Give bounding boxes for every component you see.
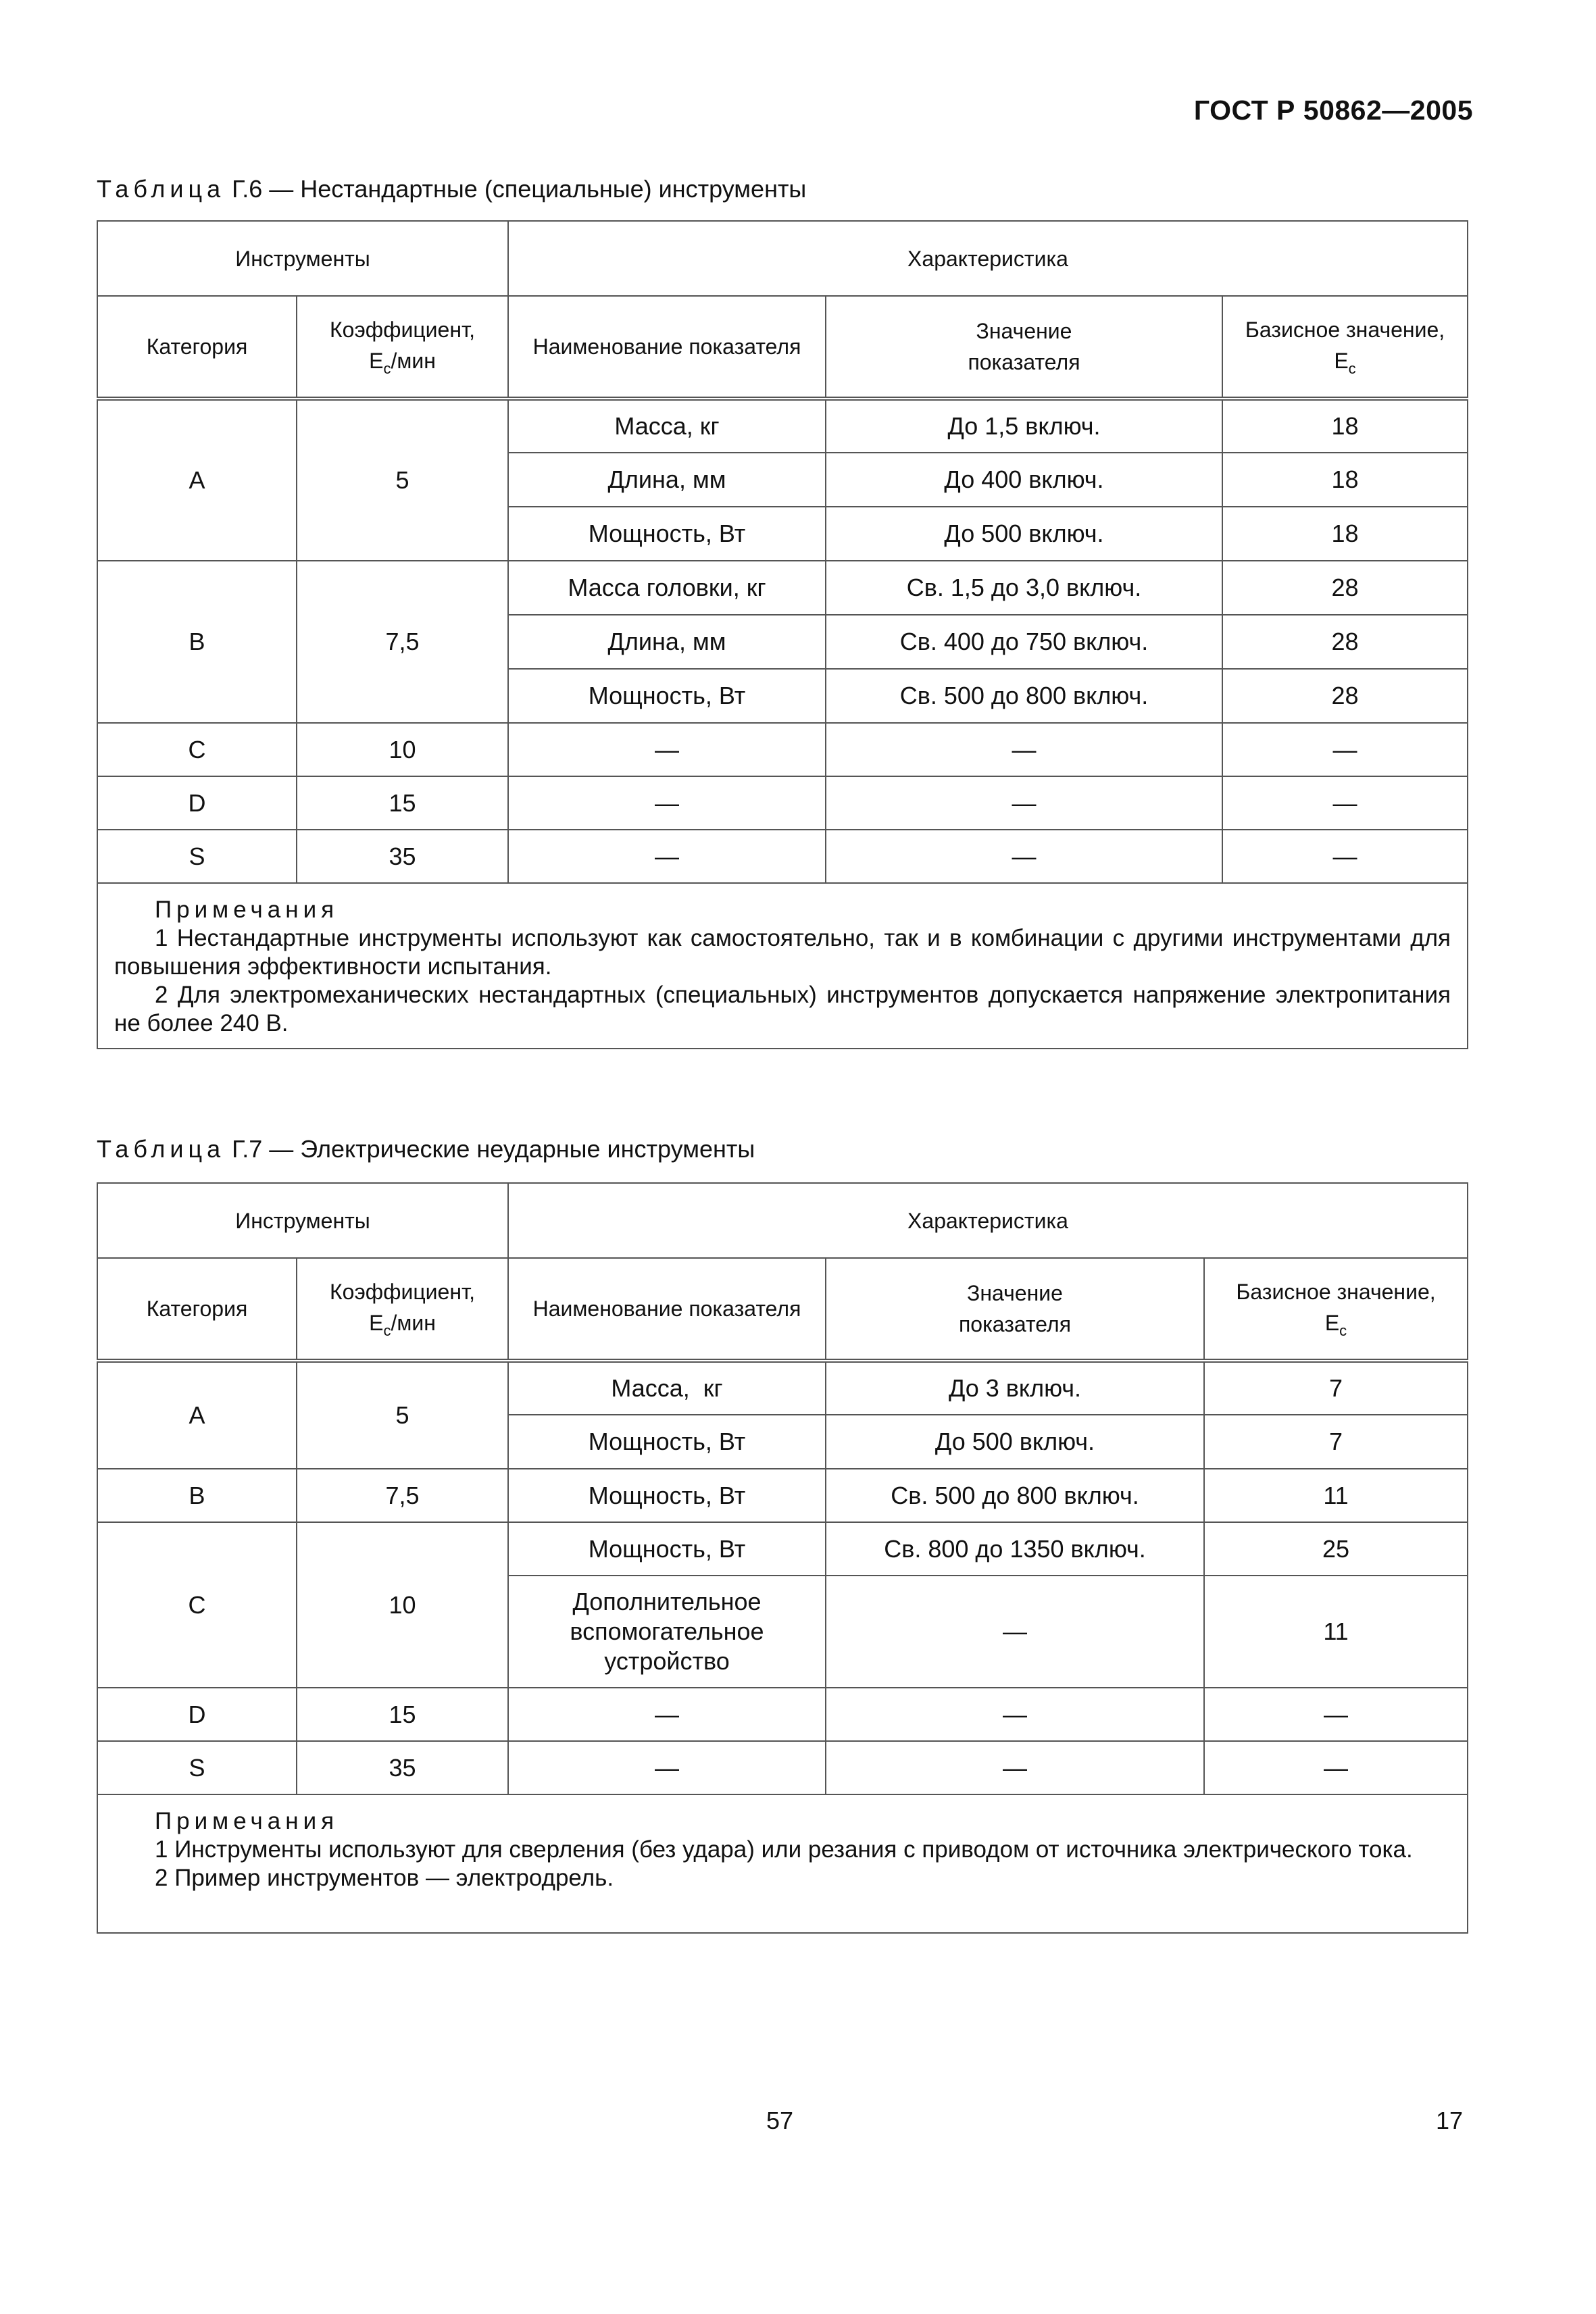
table-6-notes — [97, 883, 1468, 1049]
value-label-1: Значение — [976, 319, 1072, 343]
coef-unit: /мин — [391, 349, 436, 373]
table-subheader-row — [97, 296, 1468, 399]
base-value-cell: 18 — [1222, 507, 1468, 561]
base-value-cell: 7 — [1204, 1415, 1468, 1469]
indicator-name-cell: — — [508, 1741, 826, 1794]
indicator-value-cell: — — [826, 1741, 1204, 1794]
indicator-name-cell: Мощность, Вт — [508, 507, 826, 561]
base-value-cell: 11 — [1204, 1576, 1468, 1688]
indicator-name-cell: — — [508, 776, 826, 830]
coef-label: Коэффициент, — [330, 1280, 475, 1304]
coefficient-cell: 5 — [297, 399, 508, 561]
category-cell: A — [97, 1361, 297, 1469]
table-row — [97, 1741, 1468, 1794]
indicator-name-cell: Длина, мм — [508, 615, 826, 669]
indicator-value-cell: Св. 500 до 800 включ. — [826, 669, 1222, 723]
indicator-name-cell: Мощность, Вт — [508, 1522, 826, 1576]
category-cell: D — [97, 776, 297, 830]
caption-text: Г.6 — Нестандартные (специальные) инструменты — [225, 175, 807, 203]
base-value-cell: 7 — [1204, 1361, 1468, 1415]
table-row — [97, 561, 1468, 615]
coef-unit: /мин — [391, 1311, 436, 1335]
indicator-name-cell: Масса, кг — [508, 1361, 826, 1415]
base-label: Базисное значение, — [1236, 1280, 1436, 1304]
value-label-2: показателя — [968, 350, 1080, 374]
note-item: 1 Нестандартные инструменты используют как самостоятельно, так и в комбинации с другими инструментами для повышения эффективности испытания. — [114, 925, 1451, 980]
indicator-value-cell: — — [826, 723, 1222, 776]
coefficient-cell: 7,5 — [297, 561, 508, 723]
indicator-name-cell: Мощность, Вт — [508, 1415, 826, 1469]
header-coefficient — [297, 1258, 508, 1361]
table-row — [97, 1469, 1468, 1522]
header-indicator-value — [826, 296, 1222, 399]
table-header-row — [97, 221, 1468, 296]
table-row — [97, 776, 1468, 830]
coef-sub: с — [383, 360, 391, 377]
indicator-name-cell: Мощность, Вт — [508, 669, 826, 723]
header-indicator-value — [826, 1258, 1204, 1361]
indicator-name-cell: Мощность, Вт — [508, 1469, 826, 1522]
indicator-value-cell: — — [826, 830, 1222, 883]
coefficient-cell: 15 — [297, 1688, 508, 1741]
base-value-cell: — — [1204, 1741, 1468, 1794]
coef-sub: с — [383, 1322, 391, 1339]
header-characteristic: Характеристика — [508, 221, 1468, 296]
table-7-caption — [97, 1135, 755, 1163]
indicator-value-cell: Св. 400 до 750 включ. — [826, 615, 1222, 669]
table-row — [97, 1361, 1468, 1415]
name-line-1: Дополнительное — [572, 1588, 762, 1615]
table-7-notes — [97, 1794, 1468, 1933]
coefficient-cell: 10 — [297, 1522, 508, 1688]
header-category: Категория — [97, 1258, 297, 1361]
table-6 — [97, 220, 1468, 1049]
header-tools: Инструменты — [97, 221, 508, 296]
notes-row — [97, 883, 1468, 1049]
indicator-value-cell: До 400 включ. — [826, 453, 1222, 507]
indicator-value-cell: Св. 800 до 1350 включ. — [826, 1522, 1204, 1576]
coefficient-cell: 10 — [297, 723, 508, 776]
base-value-cell: 25 — [1204, 1522, 1468, 1576]
indicator-value-cell: Св. 1,5 до 3,0 включ. — [826, 561, 1222, 615]
value-label-1: Значение — [967, 1281, 1063, 1305]
base-value-cell: 28 — [1222, 669, 1468, 723]
table-row — [97, 723, 1468, 776]
coef-e: E — [369, 349, 384, 373]
table-row — [97, 830, 1468, 883]
header-tools: Инструменты — [97, 1183, 508, 1258]
category-cell: B — [97, 561, 297, 723]
page-number-center: 57 — [766, 2107, 794, 2134]
indicator-name-cell: Масса, кг — [508, 399, 826, 453]
header-base-value — [1222, 296, 1468, 399]
table-6-caption — [97, 175, 806, 203]
indicator-name-cell: — — [508, 830, 826, 883]
indicator-value-cell: До 500 включ. — [826, 507, 1222, 561]
category-cell: C — [97, 723, 297, 776]
indicator-value-cell: — — [826, 1576, 1204, 1688]
header-indicator-name: Наименование показателя — [508, 1258, 826, 1361]
header-coefficient — [297, 296, 508, 399]
coefficient-cell: 35 — [297, 830, 508, 883]
coefficient-cell: 5 — [297, 1361, 508, 1469]
coefficient-cell: 35 — [297, 1741, 508, 1794]
category-cell: B — [97, 1469, 297, 1522]
table-row — [97, 1688, 1468, 1741]
base-value-cell: — — [1222, 723, 1468, 776]
coefficient-cell: 15 — [297, 776, 508, 830]
indicator-value-cell: — — [826, 1688, 1204, 1741]
base-value-cell: 28 — [1222, 561, 1468, 615]
table-7 — [97, 1182, 1468, 1934]
caption-text: Г.7 — Электрические неударные инструменты — [225, 1135, 755, 1163]
indicator-name-cell: — — [508, 1688, 826, 1741]
notes-title: Примечания — [155, 1808, 339, 1834]
base-e: E — [1324, 1311, 1340, 1335]
base-value-cell: — — [1222, 776, 1468, 830]
base-value-cell: — — [1222, 830, 1468, 883]
indicator-value-cell: Св. 500 до 800 включ. — [826, 1469, 1204, 1522]
base-label: Базисное значение, — [1245, 318, 1445, 342]
base-value-cell: 11 — [1204, 1469, 1468, 1522]
table-row — [97, 1522, 1468, 1576]
table-header-row — [97, 1183, 1468, 1258]
base-sub: с — [1339, 1322, 1347, 1339]
name-line-3: устройство — [604, 1647, 730, 1675]
indicator-name-cell: Масса головки, кг — [508, 561, 826, 615]
category-cell: D — [97, 1688, 297, 1741]
base-e: E — [1334, 349, 1349, 373]
base-sub: с — [1348, 360, 1356, 377]
name-line-2: вспомогательное — [570, 1617, 764, 1645]
category-cell: S — [97, 1741, 297, 1794]
caption-word: Таблица — [97, 1135, 226, 1163]
header-indicator-name: Наименование показателя — [508, 296, 826, 399]
indicator-value-cell: — — [826, 776, 1222, 830]
document-code: ГОСТ Р 50862—2005 — [1193, 95, 1473, 126]
base-value-cell: — — [1204, 1688, 1468, 1741]
caption-word: Таблица — [97, 175, 226, 203]
note-item: 2 Пример инструментов — электродрель. — [155, 1865, 614, 1891]
indicator-value-cell: До 1,5 включ. — [826, 399, 1222, 453]
coef-e: E — [369, 1311, 384, 1335]
value-label-2: показателя — [958, 1312, 1072, 1336]
indicator-name-cell: — — [508, 723, 826, 776]
page-number-right: 17 — [1436, 2107, 1464, 2134]
header-base-value — [1204, 1258, 1468, 1361]
base-value-cell: 18 — [1222, 453, 1468, 507]
base-value-cell: 18 — [1222, 399, 1468, 453]
indicator-value-cell: До 500 включ. — [826, 1415, 1204, 1469]
category-cell: A — [97, 399, 297, 561]
indicator-name-cell — [508, 1576, 826, 1688]
category-cell: C — [97, 1522, 297, 1688]
table-subheader-row — [97, 1258, 1468, 1361]
table-row — [97, 399, 1468, 453]
notes-row — [97, 1794, 1468, 1933]
base-value-cell: 28 — [1222, 615, 1468, 669]
header-category: Категория — [97, 296, 297, 399]
note-item: 1 Инструменты используют для сверления (без удара) или резания с приводом от источника электрического тока. — [155, 1836, 1413, 1863]
indicator-value-cell: До 3 включ. — [826, 1361, 1204, 1415]
header-characteristic: Характеристика — [508, 1183, 1468, 1258]
coef-label: Коэффициент, — [330, 318, 475, 342]
notes-title: Примечания — [155, 897, 339, 923]
note-item: 2 Для электромеханических нестандартных (специальных) инструментов допускается напряжение электропитания не более 240 В. — [114, 982, 1451, 1036]
category-cell: S — [97, 830, 297, 883]
coefficient-cell: 7,5 — [297, 1469, 508, 1522]
indicator-name-cell: Длина, мм — [508, 453, 826, 507]
